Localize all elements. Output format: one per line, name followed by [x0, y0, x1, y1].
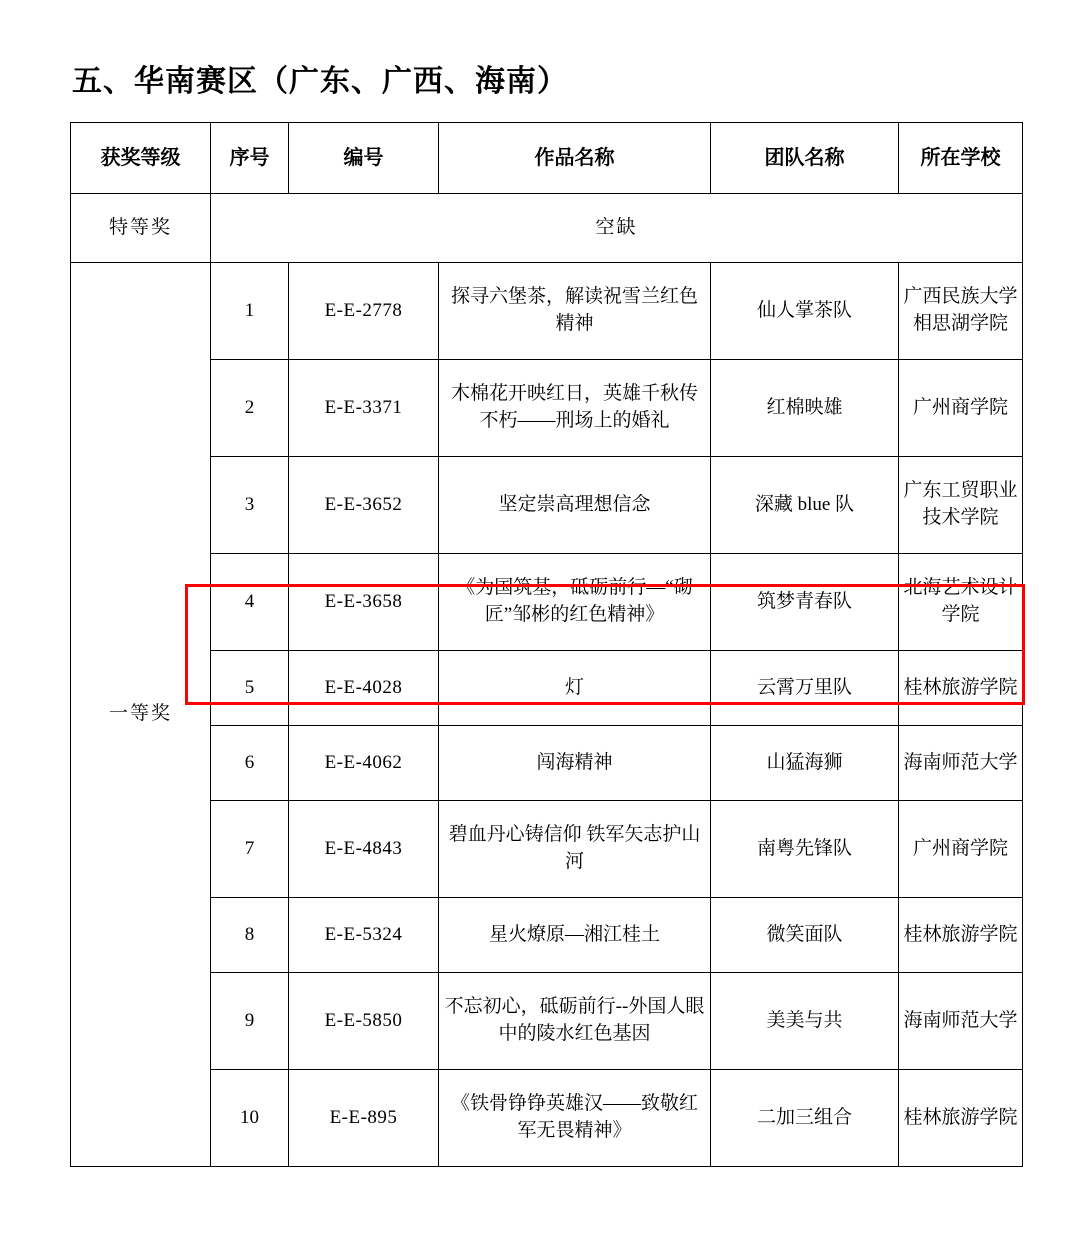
table-row	[71, 651, 1023, 726]
row-school: 桂林旅游学院	[899, 898, 1023, 973]
row-team: 美美与共	[711, 973, 899, 1070]
grade-special: 特等奖	[71, 194, 211, 263]
column-header-school: 所在学校	[899, 123, 1023, 194]
table-row	[71, 1070, 1023, 1167]
table-body	[71, 194, 1023, 1167]
row-index: 4	[211, 554, 289, 651]
row-index: 3	[211, 457, 289, 554]
row-team: 红棉映雄	[711, 360, 899, 457]
row-team: 微笑面队	[711, 898, 899, 973]
table-row	[71, 726, 1023, 801]
row-code: E-E-3371	[289, 360, 439, 457]
row-school: 广州商学院	[899, 360, 1023, 457]
row-code: E-E-3652	[289, 457, 439, 554]
table-row	[71, 360, 1023, 457]
row-code: E-E-4843	[289, 801, 439, 898]
table-row	[71, 801, 1023, 898]
row-work: 木棉花开映红日，英雄千秋传不朽——刑场上的婚礼	[439, 360, 711, 457]
page-title: 五、华南赛区（广东、广西、海南）	[72, 65, 568, 98]
row-school: 海南师范大学	[899, 973, 1023, 1070]
special-vacant-value: 空缺	[211, 194, 1023, 263]
row-team: 云霄万里队	[711, 651, 899, 726]
column-header-code: 编号	[289, 123, 439, 194]
row-index: 10	[211, 1070, 289, 1167]
row-code: E-E-5324	[289, 898, 439, 973]
table-row-special	[71, 194, 1023, 263]
row-code: E-E-895	[289, 1070, 439, 1167]
column-header-work: 作品名称	[439, 123, 711, 194]
row-school: 北海艺术设计学院	[899, 554, 1023, 651]
row-index: 6	[211, 726, 289, 801]
row-index: 1	[211, 263, 289, 360]
row-work: 探寻六堡茶，解读祝雪兰红色精神	[439, 263, 711, 360]
row-school: 桂林旅游学院	[899, 651, 1023, 726]
row-work: 不忘初心，砥砺前行--外国人眼中的陵水红色基因	[439, 973, 711, 1070]
row-code: E-E-4028	[289, 651, 439, 726]
table-header	[71, 123, 1023, 194]
row-work: 坚定崇高理想信念	[439, 457, 711, 554]
row-team: 深藏 blue 队	[711, 457, 899, 554]
row-code: E-E-5850	[289, 973, 439, 1070]
table-row	[71, 457, 1023, 554]
row-team: 二加三组合	[711, 1070, 899, 1167]
row-work: 星火燎原—湘江桂土	[439, 898, 711, 973]
award-table	[70, 122, 1023, 1167]
grade-first-prize: 一等奖	[71, 263, 211, 1167]
row-school: 广西民族大学相思湖学院	[899, 263, 1023, 360]
table-row	[71, 898, 1023, 973]
column-header-grade: 获奖等级	[71, 123, 211, 194]
row-team: 山猛海狮	[711, 726, 899, 801]
row-work: 碧血丹心铸信仰 铁军矢志护山河	[439, 801, 711, 898]
row-team: 南粤先锋队	[711, 801, 899, 898]
table-row	[71, 263, 1023, 360]
row-index: 9	[211, 973, 289, 1070]
row-school: 桂林旅游学院	[899, 1070, 1023, 1167]
row-work: 《为国筑基，砥砺前行—“砌匠”邹彬的红色精神》	[439, 554, 711, 651]
row-school: 海南师范大学	[899, 726, 1023, 801]
row-index: 5	[211, 651, 289, 726]
row-school: 广东工贸职业技术学院	[899, 457, 1023, 554]
row-work: 灯	[439, 651, 711, 726]
row-index: 7	[211, 801, 289, 898]
table-row-highlighted	[71, 554, 1023, 651]
row-index: 2	[211, 360, 289, 457]
table-header-row	[71, 123, 1023, 194]
row-school: 广州商学院	[899, 801, 1023, 898]
row-team: 筑梦青春队	[711, 554, 899, 651]
row-work: 闯海精神	[439, 726, 711, 801]
row-index: 8	[211, 898, 289, 973]
row-work: 《铁骨铮铮英雄汉——致敬红军无畏精神》	[439, 1070, 711, 1167]
column-header-index: 序号	[211, 123, 289, 194]
column-header-team: 团队名称	[711, 123, 899, 194]
row-code: E-E-2778	[289, 263, 439, 360]
row-team: 仙人掌茶队	[711, 263, 899, 360]
row-code: E-E-4062	[289, 726, 439, 801]
table-row	[71, 973, 1023, 1070]
row-code: E-E-3658	[289, 554, 439, 651]
